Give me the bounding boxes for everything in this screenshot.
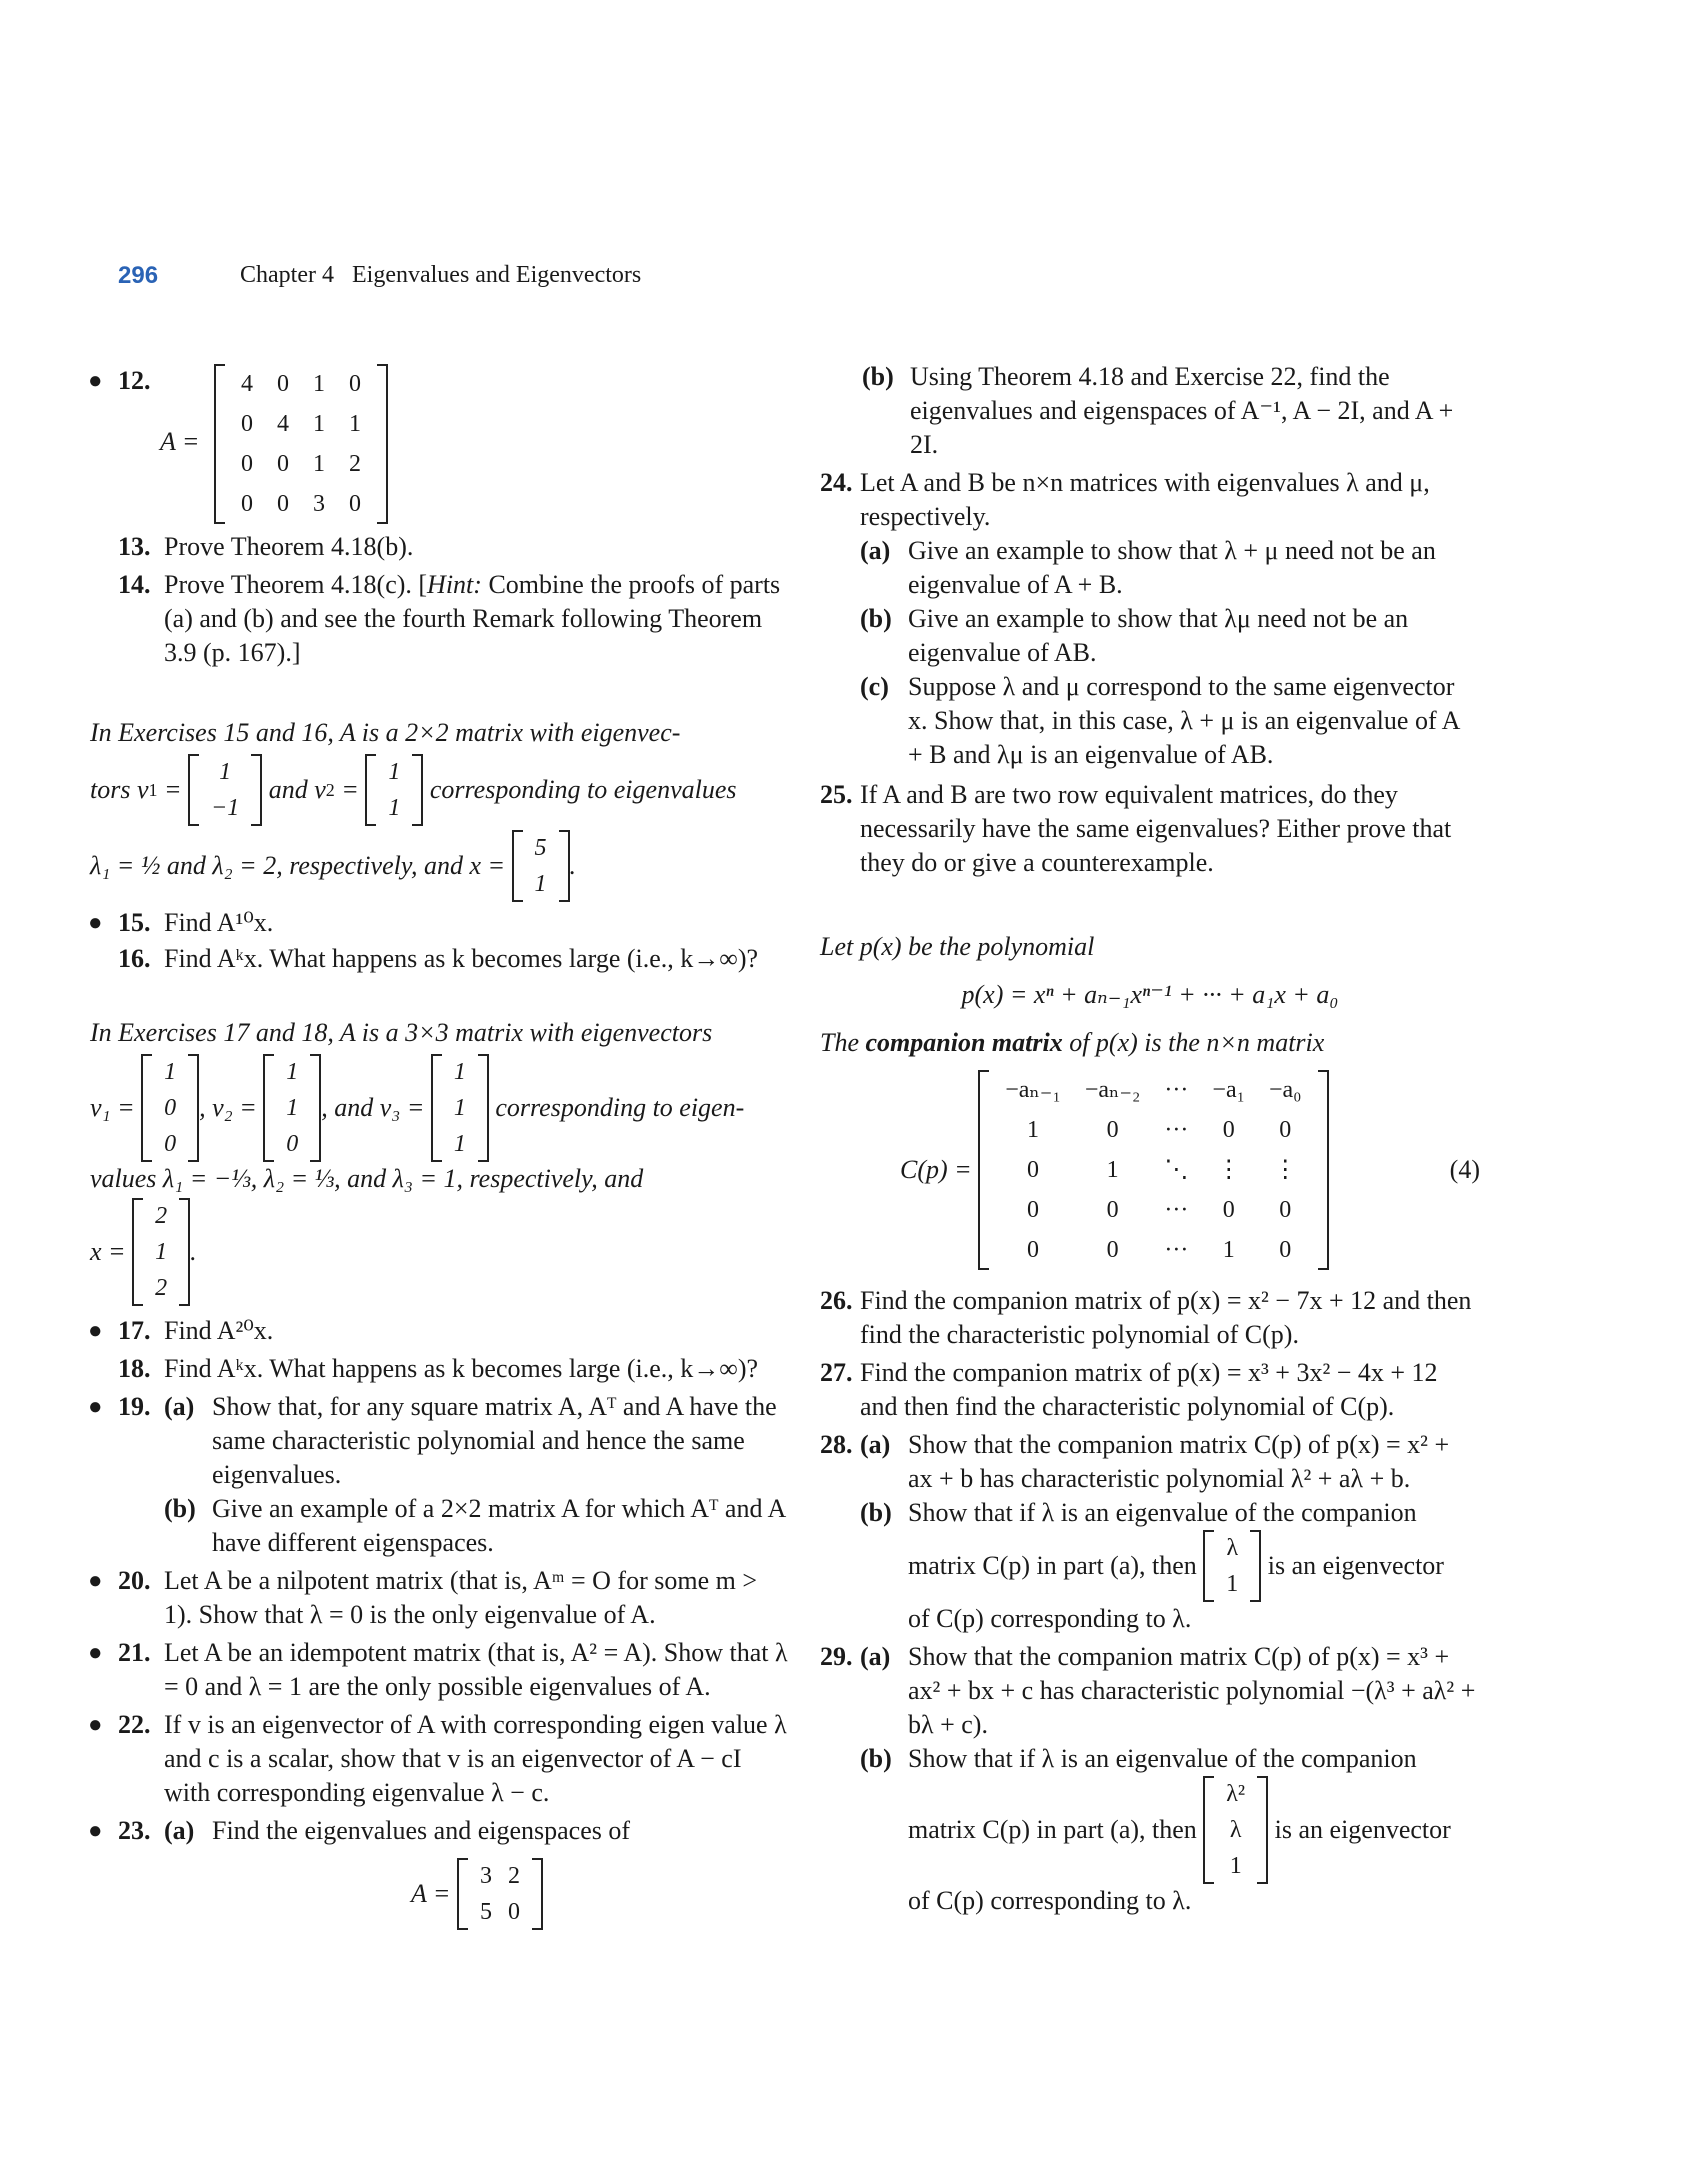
matrix-cell: 1 xyxy=(1229,1853,1242,1879)
matrix-cell: 4 xyxy=(276,411,289,437)
matrix-cell: 1 xyxy=(453,1059,466,1085)
exercise-18: 18. Find Aᵏx. What happens as k becomes large (i.e., k→∞)? xyxy=(118,1354,759,1383)
matrix-cell: 0 xyxy=(1027,1237,1039,1263)
exercise-22: ● 22. If v is an eigenvector of A with corresponding eigen value λ and c is a scalar, show that v is an eigenvector of A − cI with corresponding eigenvalue λ − c. xyxy=(90,1708,790,1810)
matrix-cell: 1 xyxy=(1106,1157,1119,1183)
matrix-cell: 1 xyxy=(453,1095,466,1121)
matrix-label: A = xyxy=(160,426,200,456)
exercise-28: 28. (a) Show that the companion matrix C(p) of p(x) = x² + ax + b has characteristic polynomial λ² + aλ + b. (b) Show that if λ is an eigenvalue of the companion matrix C(p) in part (a), then λ 1 is an eigenvector of C(p) corresponding to λ. xyxy=(820,1430,1450,1633)
matrix-cell: 0 xyxy=(1106,1237,1119,1263)
equation-number: (4) xyxy=(1449,1155,1480,1184)
matrix-cell: 2 xyxy=(348,451,361,477)
matrix-cell: −aₙ₋₂ xyxy=(1084,1077,1141,1103)
exercise-14: 14. Prove Theorem 4.18(c). [Hint: Combine the proofs of parts (a) and (b) and see the fourth Remark following Theorem 3.9 (p. 167).] xyxy=(118,570,781,667)
left-column xyxy=(90,360,790,1930)
matrix-cell: 0 xyxy=(348,491,361,517)
exercise-16: 16. Find Aᵏx. What happens as k becomes large (i.e., k→∞)? xyxy=(118,944,759,973)
matrix-cell: λ xyxy=(1226,1535,1239,1561)
matrix-cell: 0 xyxy=(1222,1117,1235,1143)
exercise-26: 26. Find the companion matrix of p(x) = x² − 7x + 12 and then find the characteristic polynomial of C(p). xyxy=(820,1286,1472,1349)
matrix-cell: 5 xyxy=(479,1899,492,1925)
matrix-cell: 0 xyxy=(1106,1197,1119,1223)
matrix-cell: ··· xyxy=(1164,1077,1189,1103)
exercise-27: 27. Find the companion matrix of p(x) = x³ + 3x² − 4x + 12 and then find the characteristic polynomial of C(p). xyxy=(820,1358,1438,1421)
vector-v2 xyxy=(365,754,423,826)
matrix-cell: ··· xyxy=(1164,1117,1189,1143)
vector-x xyxy=(512,830,570,902)
exercise-23b: (b) Using Theorem 4.18 and Exercise 22, find the eigenvalues and eigenspaces of A⁻¹, A − 2I, and A + 2I. xyxy=(862,362,1454,459)
matrix-cell: 1 xyxy=(1222,1237,1235,1263)
page-number: 296 xyxy=(118,262,159,289)
matrix-cell: −a₀ xyxy=(1268,1077,1302,1103)
exercise-25: 25. If A and B are two row equivalent matrices, do they necessarily have the same eigenvalues? Either prove that they do or give a counterexample. xyxy=(820,780,1452,877)
matrix-cell: 0 xyxy=(1279,1197,1292,1223)
matrix-cell: 0 xyxy=(348,371,361,397)
matrix-cell: 1 xyxy=(155,1239,168,1265)
matrix-cell: ⋮ xyxy=(1216,1157,1241,1183)
exercise-24: 24. Let A and B be n×n matrices with eigenvalues λ and μ, respectively. (a) Give an example to show that λ + μ need not be an eigenvalue of A + B. (b) Give an example to show that λμ need not be an eigenvalue of AB. (c) Suppose λ and μ correspond to the same eigenvector x. Show that, in this case, λ + μ is an eigenvalue of A + B and λμ is an eigenvalue of AB. xyxy=(820,468,1460,769)
exercise-21: ● 21. Let A be an idempotent matrix (that is, A² = A). Show that λ = 0 and λ = 1 are the only possible eigenvalues of A. xyxy=(90,1636,790,1704)
matrix-cell: 0 xyxy=(1027,1197,1039,1223)
exercise-number: ● 12. xyxy=(118,364,151,398)
companion-matrix: C(p) = −aₙ₋₁ −aₙ₋₂ ··· −a₁ −a₀ 1 0 ··· 0 0 0 1 ⋱ ⋮ ⋮ 0 0 ··· 0 0 0 0 ··· 1 0 (4) xyxy=(820,1070,1480,1270)
exercise-29: 29. (a) Show that the companion matrix C(p) of p(x) = x³ + ax² + bx + c has characteristic polynomial −(λ³ + aλ² + bλ + c). (b) Show that if λ is an eigenvalue of the companion matrix C(p) in part (a), then λ² λ 1 is an eigenvector of C(p) corresponding to λ. xyxy=(820,1642,1476,1915)
matrix-cell: ⋱ xyxy=(1164,1157,1189,1183)
polynomial-intro: Let p(x) be the polynomial xyxy=(820,932,1095,961)
matrix-cell: 1 xyxy=(388,759,401,785)
matrix-cell: −aₙ₋₁ xyxy=(1005,1077,1061,1103)
matrix-cell: −a₁ xyxy=(1212,1077,1245,1103)
matrix-cell: 1 xyxy=(312,371,325,397)
matrix-a-12 xyxy=(214,364,388,524)
matrix-cell: 1 xyxy=(453,1131,466,1157)
matrix-cell: 1 xyxy=(286,1059,299,1085)
running-header xyxy=(240,262,641,289)
matrix-cell: 1 xyxy=(348,411,361,437)
matrix-cell: 1 xyxy=(286,1095,299,1121)
matrix-cell: 0 xyxy=(1027,1157,1039,1183)
intro-15-16: In Exercises 15 and 16, A is a 2×2 matrix with eigenvec- tors v 1 = 1 −1 and v 2 = 1 1 corresponding to eigenvalues λ₁ = ½ and λ₂ = 2, respectively, and x = 5 1 . xyxy=(90,716,790,902)
matrix-cell: 0 xyxy=(1279,1237,1292,1263)
matrix-cell: 0 xyxy=(286,1131,299,1157)
exercise-19: ● 19. (a) Show that, for any square matrix A, Aᵀ and A have the same characteristic polynomial and hence the same eigenvalues. (b) Give an example of a 2×2 matrix A for which Aᵀ and A have different eigenspaces. xyxy=(90,1390,790,1560)
matrix-cell: ··· xyxy=(1164,1237,1189,1263)
matrix-cell: 1 xyxy=(1027,1117,1039,1143)
vector-v1 xyxy=(188,754,262,826)
matrix-cell: 2 xyxy=(155,1203,168,1229)
exercise-12 xyxy=(90,364,790,524)
matrix-cell: 3 xyxy=(312,491,325,517)
matrix-cell: 1 xyxy=(312,411,325,437)
matrix-cell: 1 xyxy=(312,451,325,477)
companion-intro: The companion matrix of p(x) is the n×n matrix xyxy=(820,1028,1325,1057)
matrix-cell: 0 xyxy=(240,491,253,517)
matrix-cell: 2 xyxy=(155,1275,168,1301)
matrix-cell: 0 xyxy=(240,451,253,477)
intro-17-18: In Exercises 17 and 18, A is a 3×3 matrix with eigenvectors v₁ = 1 0 0 , v₂ = 1 1 0 , and v₃ = 1 1 1 corresponding to eigen- values λ₁ = −⅓, λ₂ = ⅓, and λ₃ = 1, respectively, and x = 2 1 2 . xyxy=(90,1016,790,1306)
right-column xyxy=(820,360,1480,1918)
exercise-23: ● 23. (a) Find the eigenvalues and eigenspaces of A = 3 2 5 0 xyxy=(90,1814,790,1930)
matrix-cell: 0 xyxy=(276,491,289,517)
matrix-cell: 0 xyxy=(1279,1117,1292,1143)
chapter-label: Chapter 4 xyxy=(240,262,334,288)
exercise-20: ● 20. Let A be a nilpotent matrix (that is, Aᵐ = O for some m > 1). Show that λ = 0 is the only eigenvalue of A. xyxy=(90,1564,790,1632)
matrix-cell: 1 xyxy=(388,795,401,821)
matrix-cell: 2 xyxy=(507,1863,520,1889)
matrix-cell: 0 xyxy=(276,451,289,477)
matrix-cell: 3 xyxy=(479,1863,492,1889)
matrix-cell: λ² xyxy=(1226,1781,1246,1807)
matrix-cell: 1 xyxy=(219,759,232,785)
matrix-cell: 1 xyxy=(1226,1571,1239,1597)
polynomial: p(x) = xⁿ + aₙ₋₁xⁿ⁻¹ + ··· + a₁x + a₀ xyxy=(961,980,1339,1009)
matrix-cell: 0 xyxy=(240,411,253,437)
matrix-cell: 0 xyxy=(164,1131,177,1157)
matrix-cell: 0 xyxy=(507,1899,520,1925)
matrix-cell: 0 xyxy=(164,1095,177,1121)
matrix-cell: 0 xyxy=(276,371,289,397)
matrix-cell: ··· xyxy=(1164,1197,1189,1223)
matrix-cell: 0 xyxy=(1106,1117,1119,1143)
exercise-13: 13. Prove Theorem 4.18(b). xyxy=(118,532,414,561)
exercise-17: ● 17. Find A²⁰x. xyxy=(90,1314,790,1348)
matrix-cell: 1 xyxy=(534,871,547,897)
matrix-cell: ⋮ xyxy=(1273,1157,1298,1183)
matrix-cell: 0 xyxy=(1222,1197,1235,1223)
matrix-cell: 4 xyxy=(240,371,253,397)
matrix-cell: 5 xyxy=(534,835,547,861)
matrix-a-23 xyxy=(457,1858,543,1930)
matrix-cell: 1 xyxy=(164,1059,177,1085)
matrix-cell: −1 xyxy=(211,795,240,821)
exercise-15: ● 15. Find A¹⁰x. xyxy=(90,906,790,940)
matrix-cell: λ xyxy=(1229,1817,1242,1843)
chapter-title: Eigenvalues and Eigenvectors xyxy=(351,262,642,288)
